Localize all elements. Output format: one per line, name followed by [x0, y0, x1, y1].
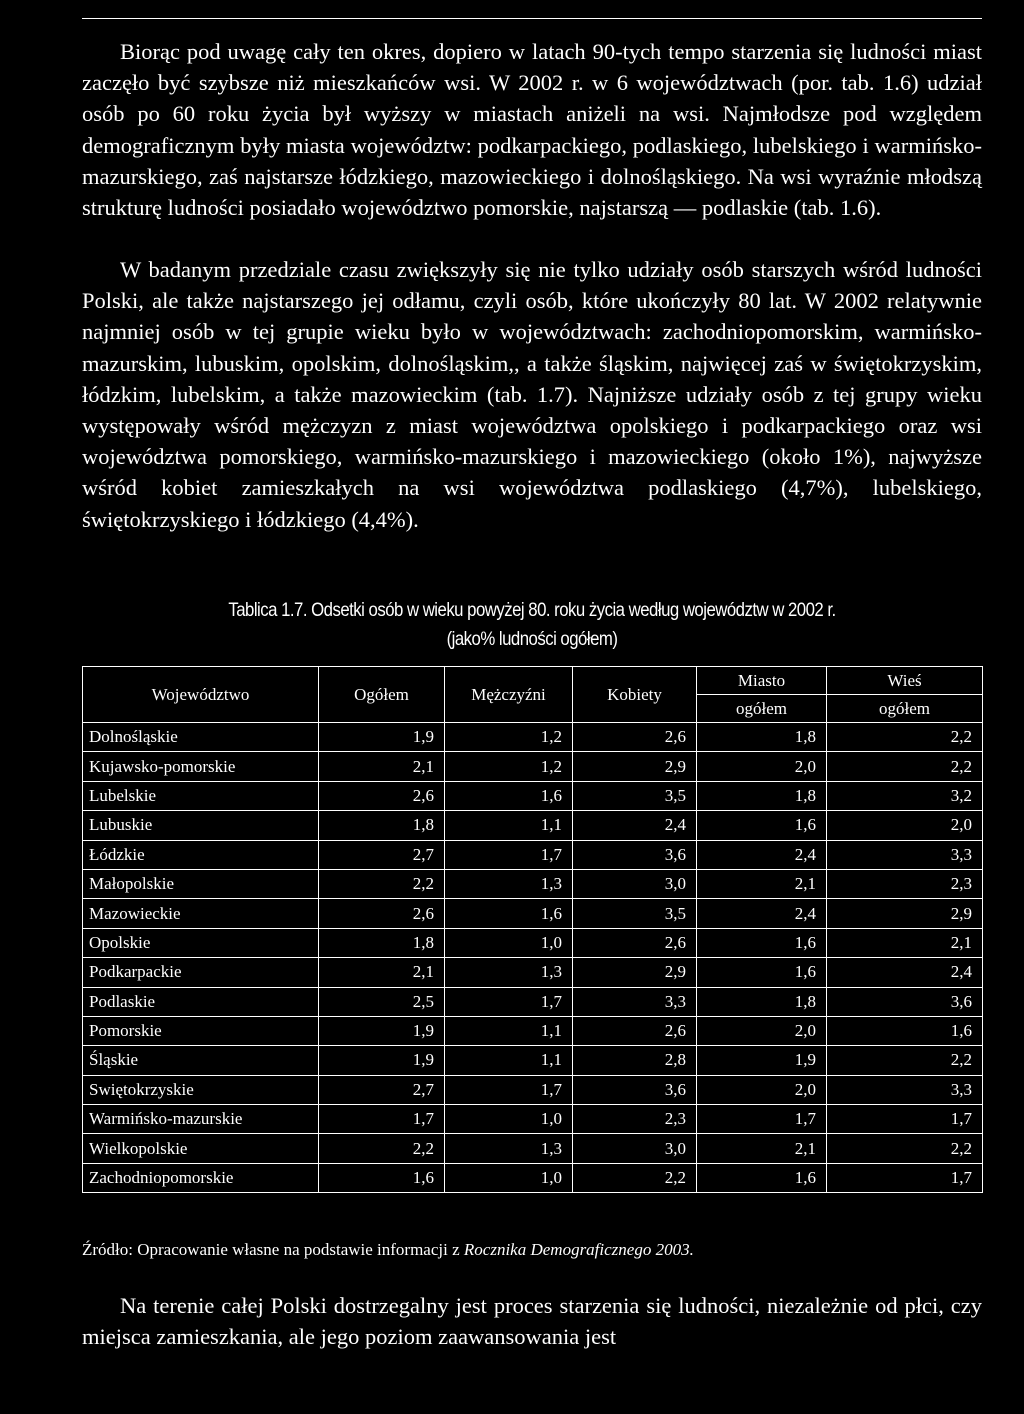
cell-ogolem: 2,1: [319, 752, 445, 781]
cell-ogolem: 1,8: [319, 928, 445, 957]
table-row: [83, 899, 983, 928]
cell-miasto-ogolem: 1,6: [697, 928, 827, 957]
row-voivodeship-name: Lubuskie: [83, 811, 319, 840]
row-voivodeship-name: Swiętokrzyskie: [83, 1075, 319, 1104]
cell-kobiety: 3,0: [573, 869, 697, 898]
cell-mezczyzni: 1,3: [445, 869, 573, 898]
cell-mezczyzni: 1,7: [445, 840, 573, 869]
data-table: [82, 666, 983, 1193]
cell-miasto-ogolem: 1,8: [697, 723, 827, 752]
header-miasto-ogolem: ogółem: [697, 695, 827, 723]
row-voivodeship-name: Zachodniopomorskie: [83, 1163, 319, 1192]
cell-kobiety: 3,6: [573, 840, 697, 869]
cell-kobiety: 2,6: [573, 1016, 697, 1045]
paragraph-1: Biorąc pod uwagę cały ten okres, dopiero w latach 90-tych tempo starzenia się ludności miast zaczęło być szybsze niż mieszkańców wsi. W 2002 r. w 6 województwach (por. tab. 1.6) udział osób po 60 roku życia był wyższy w miastach aniżeli na wsi. Najmłodsze pod względem demograficznym były miasta województw: podkarpackiego, podlaskiego, lubelskiego i warmińsko-mazurskiego, zaś najstarsze łódzkiego, mazowieckiego i dolnośląskiego. Na wsi wyraźnie młodszą strukturę ludności posiadało województwo pomorskie, najstarszą — podlaskie (tab. 1.6).: [82, 39, 982, 221]
cell-miasto-ogolem: 1,6: [697, 1163, 827, 1192]
table-row: [83, 1075, 983, 1104]
header-kobiety: Kobiety: [573, 667, 697, 723]
cell-mezczyzni: 1,1: [445, 1046, 573, 1075]
cell-miasto-ogolem: 1,7: [697, 1105, 827, 1134]
cell-ogolem: 1,9: [319, 723, 445, 752]
table-row: [83, 840, 983, 869]
table-row: [83, 781, 983, 810]
table-row: [83, 1134, 983, 1163]
header-miasto: Miasto: [697, 667, 827, 695]
row-voivodeship-name: Podlaskie: [83, 987, 319, 1016]
table-caption: Tablica 1.7. Odsetki osób w wieku powyżej 80. roku życia według województw w 2002 r.: [228, 599, 836, 621]
table-row: [83, 928, 983, 957]
header-wojewodztwo: Województwo: [83, 667, 319, 723]
table-subcaption: (jako% ludności ogółem): [446, 628, 618, 650]
cell-wies-ogolem: 2,2: [827, 723, 983, 752]
top-rule: [82, 18, 982, 19]
cell-miasto-ogolem: 2,0: [697, 1075, 827, 1104]
cell-ogolem: 2,7: [319, 1075, 445, 1104]
cell-kobiety: 3,5: [573, 899, 697, 928]
cell-mezczyzni: 1,3: [445, 1134, 573, 1163]
cell-ogolem: 2,2: [319, 1134, 445, 1163]
cell-mezczyzni: 1,6: [445, 899, 573, 928]
cell-miasto-ogolem: 2,1: [697, 869, 827, 898]
header-mezczyzni: Mężczyźni: [445, 667, 573, 723]
cell-ogolem: 2,2: [319, 869, 445, 898]
cell-miasto-ogolem: 2,1: [697, 1134, 827, 1163]
cell-mezczyzni: 1,7: [445, 1075, 573, 1104]
cell-kobiety: 2,3: [573, 1105, 697, 1134]
cell-ogolem: 1,8: [319, 811, 445, 840]
cell-mezczyzni: 1,3: [445, 958, 573, 987]
cell-miasto-ogolem: 1,6: [697, 958, 827, 987]
row-voivodeship-name: Śląskie: [83, 1046, 319, 1075]
header-wies-ogolem: ogółem: [827, 695, 983, 723]
cell-mezczyzni: 1,1: [445, 811, 573, 840]
row-voivodeship-name: Podkarpackie: [83, 958, 319, 987]
cell-miasto-ogolem: 1,6: [697, 811, 827, 840]
cell-miasto-ogolem: 1,8: [697, 987, 827, 1016]
cell-kobiety: 2,4: [573, 811, 697, 840]
cell-kobiety: 2,9: [573, 958, 697, 987]
table-row: [83, 1105, 983, 1134]
cell-mezczyzni: 1,2: [445, 752, 573, 781]
cell-ogolem: 2,5: [319, 987, 445, 1016]
cell-wies-ogolem: 2,1: [827, 928, 983, 957]
cell-kobiety: 3,6: [573, 1075, 697, 1104]
source-note: [82, 1238, 982, 1262]
table-row: [83, 958, 983, 987]
cell-wies-ogolem: 2,4: [827, 958, 983, 987]
table-row: [83, 987, 983, 1016]
cell-miasto-ogolem: 2,4: [697, 840, 827, 869]
cell-kobiety: 2,9: [573, 752, 697, 781]
cell-ogolem: 2,6: [319, 781, 445, 810]
table-row: [83, 1016, 983, 1045]
cell-mezczyzni: 1,0: [445, 928, 573, 957]
cell-ogolem: 2,1: [319, 958, 445, 987]
row-voivodeship-name: Opolskie: [83, 928, 319, 957]
cell-mezczyzni: 1,2: [445, 723, 573, 752]
cell-mezczyzni: 1,0: [445, 1105, 573, 1134]
header-wies: Wieś: [827, 667, 983, 695]
cell-wies-ogolem: 2,2: [827, 1046, 983, 1075]
paragraph-2: W badanym przedziale czasu zwiększyły się nie tylko udziały osób starszych wśród ludności Polski, ale także najstarszego jej odłamu, czyli osób, które ukończyły 80 lat. W 2002 relatywnie najmniej osób w tej grupie wieku było w województwach: zachodniopomorskim, warmińsko-mazurskim, lubuskim, opolskim, dolnośląskim,, a także śląskim, najwięcej zaś w świętokrzyskim, łódzkim, lubelskim, a także mazowieckim (tab. 1.7). Najniższe udziały osób z tej grupy wieku występowały wśród mężczyzn z miast województwa opolskiego i podkarpackiego oraz wsi województwa pomorskiego, warmińsko-mazurskiego i mazowieckiego (około 1%), najwyższe wśród kobiet zamieszkałych na wsi województwa podlaskiego (4,7%), lubelskiego, świętokrzyskiego i łódzkiego (4,4%).: [82, 257, 982, 532]
cell-wies-ogolem: 2,3: [827, 869, 983, 898]
cell-mezczyzni: 1,0: [445, 1163, 573, 1192]
cell-ogolem: 1,9: [319, 1046, 445, 1075]
cell-miasto-ogolem: 1,8: [697, 781, 827, 810]
row-voivodeship-name: Mazowieckie: [83, 899, 319, 928]
cell-kobiety: 3,0: [573, 1134, 697, 1163]
cell-kobiety: 3,3: [573, 987, 697, 1016]
cell-miasto-ogolem: 2,4: [697, 899, 827, 928]
row-voivodeship-name: Lubelskie: [83, 781, 319, 810]
cell-ogolem: 2,7: [319, 840, 445, 869]
cell-mezczyzni: 1,6: [445, 781, 573, 810]
cell-wies-ogolem: 2,2: [827, 1134, 983, 1163]
cell-ogolem: 2,6: [319, 899, 445, 928]
table-row: [83, 723, 983, 752]
cell-mezczyzni: 1,7: [445, 987, 573, 1016]
cell-miasto-ogolem: 2,0: [697, 752, 827, 781]
cell-wies-ogolem: 2,9: [827, 899, 983, 928]
cell-ogolem: 1,6: [319, 1163, 445, 1192]
source-title: Rocznika Demograficznego 2003.: [463, 1240, 694, 1259]
source-prefix: Źródło: Opracowanie własne na podstawie informacji z: [82, 1240, 464, 1259]
table-body: [83, 723, 983, 1193]
cell-wies-ogolem: 3,3: [827, 840, 983, 869]
table-row: [83, 1163, 983, 1192]
row-voivodeship-name: Pomorskie: [83, 1016, 319, 1045]
cell-kobiety: 2,6: [573, 928, 697, 957]
cell-wies-ogolem: 1,6: [827, 1016, 983, 1045]
cell-wies-ogolem: 3,6: [827, 987, 983, 1016]
cell-wies-ogolem: 1,7: [827, 1105, 983, 1134]
cell-miasto-ogolem: 2,0: [697, 1016, 827, 1045]
cell-kobiety: 2,2: [573, 1163, 697, 1192]
table-row: [83, 752, 983, 781]
cell-wies-ogolem: 2,0: [827, 811, 983, 840]
cell-mezczyzni: 1,1: [445, 1016, 573, 1045]
table-row: [83, 1046, 983, 1075]
cell-ogolem: 1,9: [319, 1016, 445, 1045]
row-voivodeship-name: Małopolskie: [83, 869, 319, 898]
table-row: [83, 869, 983, 898]
header-ogolem: Ogółem: [319, 667, 445, 723]
cell-kobiety: 3,5: [573, 781, 697, 810]
row-voivodeship-name: Warmińsko-mazurskie: [83, 1105, 319, 1134]
cell-wies-ogolem: 2,2: [827, 752, 983, 781]
cell-miasto-ogolem: 1,9: [697, 1046, 827, 1075]
cell-wies-ogolem: 3,2: [827, 781, 983, 810]
row-voivodeship-name: Wielkopolskie: [83, 1134, 319, 1163]
cell-kobiety: 2,8: [573, 1046, 697, 1075]
row-voivodeship-name: Kujawsko-pomorskie: [83, 752, 319, 781]
row-voivodeship-name: Dolnośląskie: [83, 723, 319, 752]
table-row: [83, 811, 983, 840]
cell-ogolem: 1,7: [319, 1105, 445, 1134]
cell-wies-ogolem: 3,3: [827, 1075, 983, 1104]
cell-wies-ogolem: 1,7: [827, 1163, 983, 1192]
row-voivodeship-name: Łódzkie: [83, 840, 319, 869]
cell-kobiety: 2,6: [573, 723, 697, 752]
paragraph-3: Na terenie całej Polski dostrzegalny jest proces starzenia się ludności, niezależnie od płci, czy miejsca zamieszkania, ale jego poziom zaawansowania jest: [82, 1293, 982, 1350]
